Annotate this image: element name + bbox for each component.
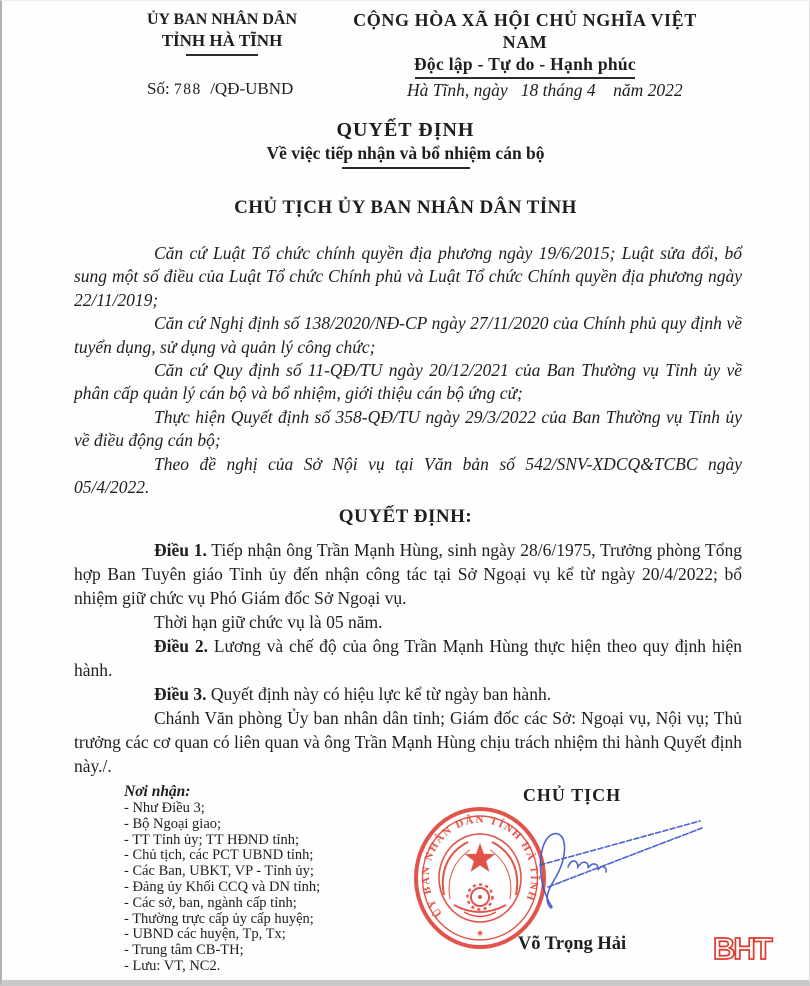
signer-title: CHỦ TỊCH (522, 785, 622, 805)
document-number-value: 788 (173, 81, 202, 98)
seal-ring-text: ỦY BAN NHÂN DÂN TỈNH HÀ TĨNH (419, 813, 541, 920)
document-title: QUYẾT ĐỊNH (336, 119, 475, 141)
article-text: Chánh Văn phòng Ủy ban nhân dân tỉnh; Giám đốc các Sở: Ngoại vụ, Nội vụ; Thủ trưởng các cơ quan có liên quan và ông Trần Mạnh Hùng chịu trách nhiệm thi hành Quyết định này./. (74, 708, 742, 776)
article-text: Tiếp nhận ông Trần Mạnh Hùng, sinh ngày 28/6/1975, Trưởng phòng Tổng hợp Ban Tuyên giáo Tỉnh ủy đến nhận công tác tại Sở Ngoại vụ kể từ ngày 20/4/2022; bổ nhiệm giữ chức vụ Phó Giám đốc Sở Ngoại vụ. (74, 540, 742, 608)
signature-ink (432, 801, 712, 921)
national-header-block (342, 9, 708, 79)
national-motto: Độc lập - Tự do - Hạnh phúc (413, 54, 636, 74)
recipient-item: - Lưu: VT, NC2. (124, 957, 221, 974)
article-lead: Điều 3. (154, 684, 207, 704)
document-number-suffix: /QĐ-UBND (201, 79, 294, 98)
recipient-item: - Các sở, ban, ngành cấp tỉnh; (124, 894, 297, 911)
article-paragraph (74, 538, 742, 610)
recipient-item: - Trung tâm CB-TH; (124, 942, 244, 959)
article-lead: Điều 1. (154, 540, 207, 560)
preamble-paragraph: Căn cứ Quy định số 11-QĐ/TU ngày 20/12/2021 của Ban Thường vụ Tỉnh ủy về phân cấp quản lý cán bộ và bổ nhiệm, giới thiệu cán bộ ứng cử; (74, 360, 742, 404)
article-paragraph (74, 682, 742, 706)
preamble-paragraph: Theo đề nghị của Sở Nội vụ tại Văn bản số 542/SNV-XDCQ&TCBC ngày 05/4/2022. (74, 453, 742, 498)
article-paragraph (74, 706, 742, 778)
recipient-item: - Đảng ủy Khối CCQ và DN tỉnh; (124, 878, 321, 895)
article-lead: Điều 2. (154, 636, 208, 656)
preamble-paragraph: Thực hiện Quyết định số 358-QĐ/TU ngày 29/3/2022 của Ban Thường vụ Tỉnh ủy về điều động cán bộ; (74, 406, 742, 451)
bht-watermark-text: BHT (713, 931, 771, 966)
title-block (2, 118, 809, 169)
recipient-item: - Như Điều 3; (124, 800, 205, 816)
preamble-paragraph: Căn cứ Luật Tổ chức chính quyền địa phương ngày 19/6/2015; Luật sửa đổi, bổ sung một số điều của Luật Tổ chức Chính phủ và Luật Tổ chức Chính quyền địa phương ngày 22/11/2019; (74, 243, 742, 310)
document-subtitle: Về việc tiếp nhận và bổ nhiệm cán bộ (266, 143, 545, 163)
article-text: Thời hạn giữ chức vụ là 05 năm. (154, 612, 383, 632)
preamble-paragraph: Căn cứ Nghị định số 138/2020/NĐ-CP ngày 27/11/2020 của Chính phủ quy định về tuyển dụng, sử dụng và quản lý công chức; (74, 313, 742, 357)
recipient-item: - Các Ban, UBKT, VP - Tỉnh ủy; (124, 863, 314, 880)
article-paragraph (74, 634, 742, 682)
national-title: CỘNG HÒA XÃ HỘI CHỦ NGHĨA VIỆT NAM (353, 10, 697, 52)
recipient-item: - Bộ Ngoại giao; (124, 815, 222, 832)
document-number-label: Số: (147, 79, 174, 98)
recipients-label: Nơi nhận: (124, 783, 191, 800)
issuing-org-line1: ỦY BAN NHÂN DÂN (146, 11, 298, 28)
seal-bottom-star: ★ (475, 929, 485, 939)
signer-name: Võ Trọng Hải (517, 934, 627, 954)
recipient-item: - TT Tỉnh ủy; TT HĐND tỉnh; (124, 831, 300, 848)
issuing-authority: CHỦ TỊCH ỦY BAN NHÂN DÂN TỈNH (234, 197, 577, 218)
preamble-section (74, 242, 742, 499)
article-paragraph (74, 610, 742, 634)
recipients-block (124, 782, 320, 975)
article-text: Quyết định này có hiệu lực kể từ ngày ban hành. (206, 684, 552, 704)
decision-heading: QUYẾT ĐỊNH: (338, 506, 473, 527)
recipient-item: - Chủ tịch, các PCT UBND tỉnh; (124, 847, 314, 864)
place-date-line: Hà Tĩnh, ngày 18 tháng 4 năm 2022 (407, 80, 683, 100)
title-underline-rule (342, 167, 470, 169)
issuing-org-line2: TỈNH HÀ TĨNH (161, 31, 283, 50)
article-text: Lương và chế độ của ông Trần Mạnh Hùng thực hiện theo quy định hiện hành. (74, 636, 743, 680)
issuing-org-block (72, 9, 372, 56)
motto-underline-rule (415, 77, 635, 79)
document-number (147, 79, 293, 99)
articles-section (74, 538, 742, 778)
bht-watermark-logo (710, 927, 788, 971)
org-underline-rule (186, 54, 258, 56)
recipient-item: - Thường trực cấp ủy cấp huyện; (124, 910, 314, 927)
recipient-item: - UBND các huyện, Tp, Tx; (124, 926, 286, 943)
